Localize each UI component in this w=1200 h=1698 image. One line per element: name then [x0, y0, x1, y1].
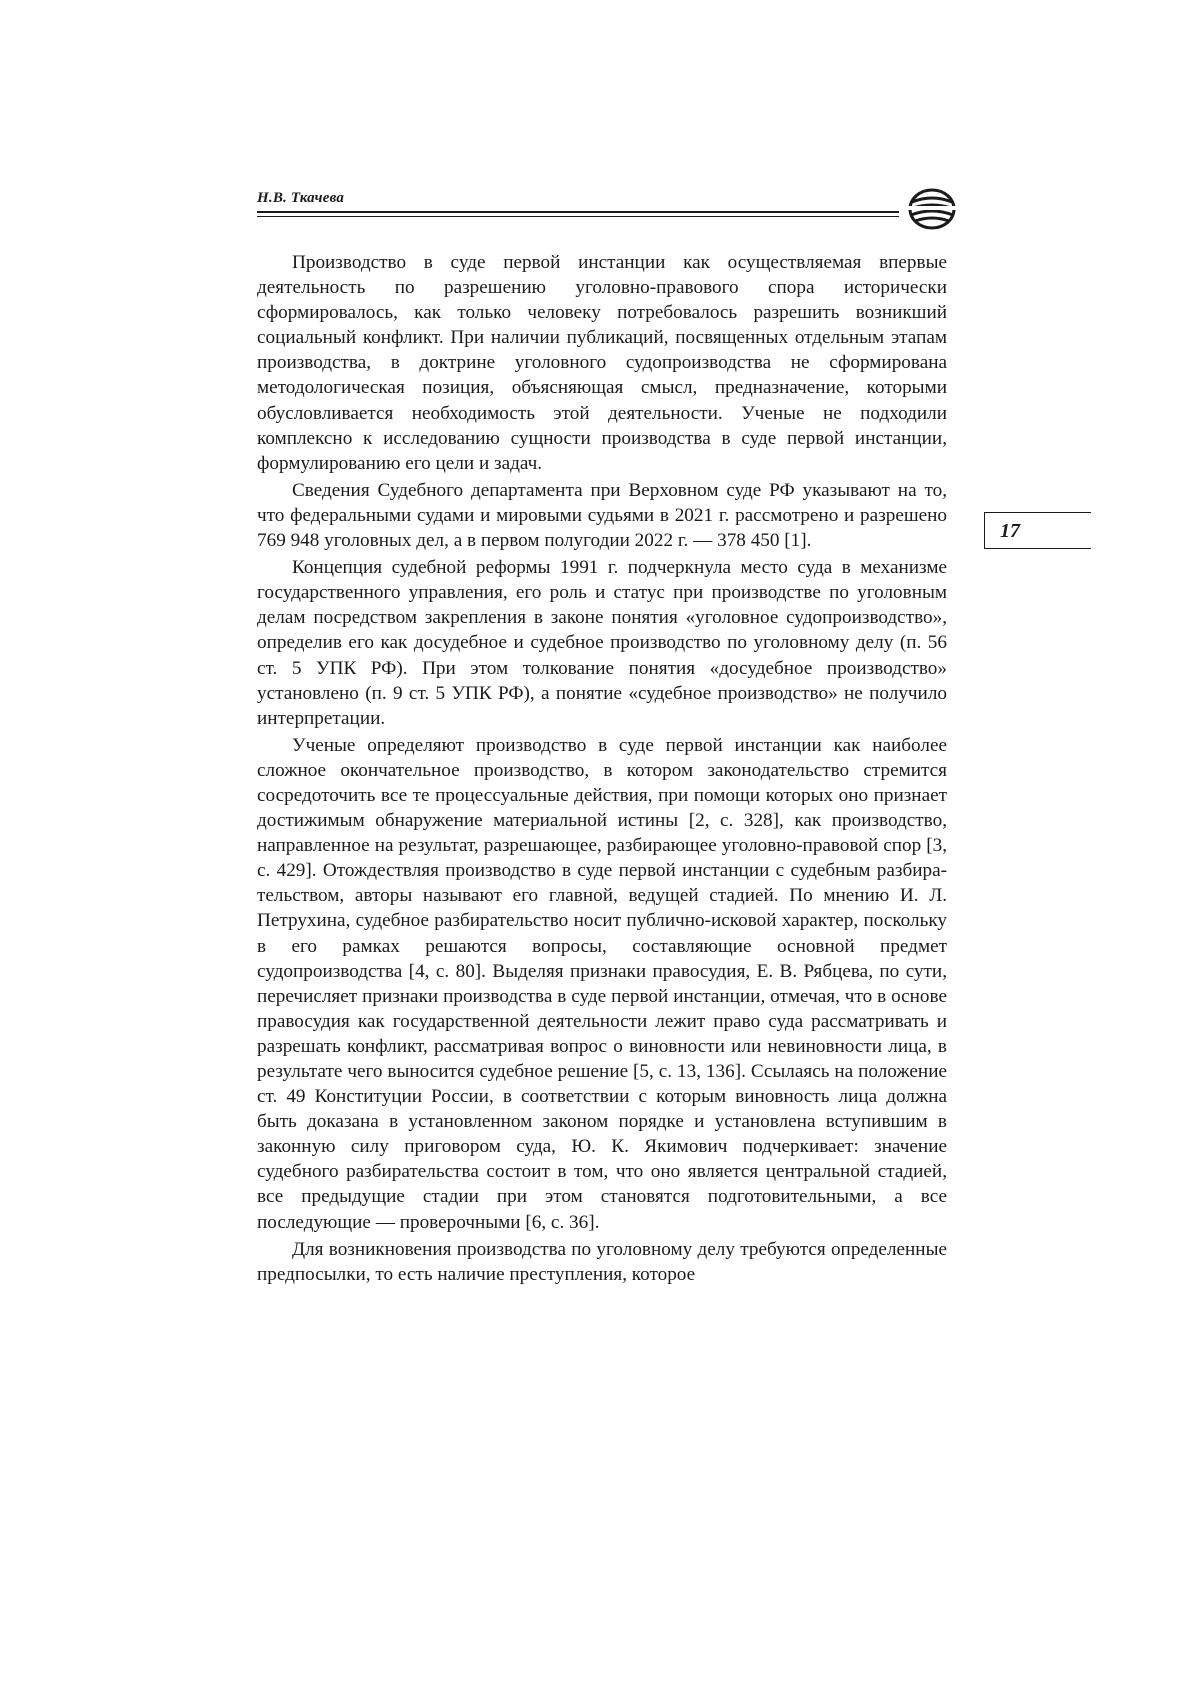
body-text: [257, 250, 947, 1289]
page-number-box: [984, 512, 1091, 549]
header-rule-thick: [257, 211, 899, 213]
paragraph-1: Производство в суде первой инстанции как осуществляемая впервые деятельность по разрешению уголовно-правового спора исторически сформировалось, как только человеку потребовалось разрешить возникший социальный конфликт. При наличии публикаций, посвященных отдельным этапам производства, в доктрине уголовного судопроизводства не сформирована методологическая позиция, объясняющая смысл, предназначение, которыми обусловливается необходимость этой деятельности. Ученые не подходили комплексно к исследованию сущности производства в суде первой инстанции, формулированию его цели и задач.: [257, 252, 947, 474]
publisher-logo-icon: [907, 188, 957, 230]
page-number: 17: [1000, 520, 1020, 542]
paragraph-2: Сведения Судебного департамента при Верховном суде РФ указывают на то, что федеральными судами и мировыми судьями в 2021 г. рассмотрено и разрешено 769 948 уголовных дел, а в первом полугодии 2022 г. — 378 450 [1].: [257, 479, 947, 552]
paragraph-4: Ученые определяют производство в суде первой инстанции как наиболее сложное окончательное производство, в котором законодательство стремится сосредоточить все те процессуальные действия, при помощи которых оно признает достижимым обнаружение материальной истины [2, с. 328], как производство, направленное на результат, разрешающее, разбирающее уголовно-правовой спор [3, с. 429]. Отождествляя производство в суде первой инстанции с судебным разбирательством, авторы называют его главной, ведущей стадией. По мнению И. Л. Петрухина, судебное разбирательство носит публично-исковой характер, поскольку в его рамках решаются вопросы, составляющие основной предмет судопроизводства [4, с. 80]. Выделяя признаки правосудия, Е. В. Рябцева, по сути, перечисляет признаки производства в суде первой инстанции, отмечая, что в основе правосудия как государственной деятельности лежит право суда рассматривать и разрешать конфликт, рассматривая вопрос о виновности или невиновности лица, в результате чего выносится судебное решение [5, с. 13, 136]. Ссылаясь на положение ст. 49 Конституции России, в соответствии с которым виновность лица должна быть доказана в установленном законом порядке и установлена вступившим в законную силу приговором суда, Ю. К. Якимович подчеркивает: значение судебного разбирательства состоит в том, что оно является центральной стадией, все предыдущие стадии при этом становятся подготовительными, а все последующие — проверочными [6, с. 36].: [257, 734, 947, 1233]
running-head: [257, 190, 962, 230]
paragraph-3: Концепция судебной реформы 1991 г. подчеркнула место суда в механизме государственного управления, его роль и статус при производстве по уголовным делам посредством закрепления в законе понятия «уголовное судопроизводство», определив его как досудебное и судебное производство по уголовному делу (п. 56 ст. 5 УПК РФ). При этом толкование понятия «досудебное производство» установлено (п. 9 ст. 5 УПК РФ), а понятие «судебное производство» не получило интерпретации.: [257, 557, 947, 729]
running-head-author: Н.В. Ткачева: [257, 190, 345, 206]
header-rule-thin: [257, 216, 899, 217]
paragraph-5: Для возникновения производства по уголовному делу требуются определенные предпосылки, то есть наличие преступления, которое: [257, 1238, 947, 1285]
